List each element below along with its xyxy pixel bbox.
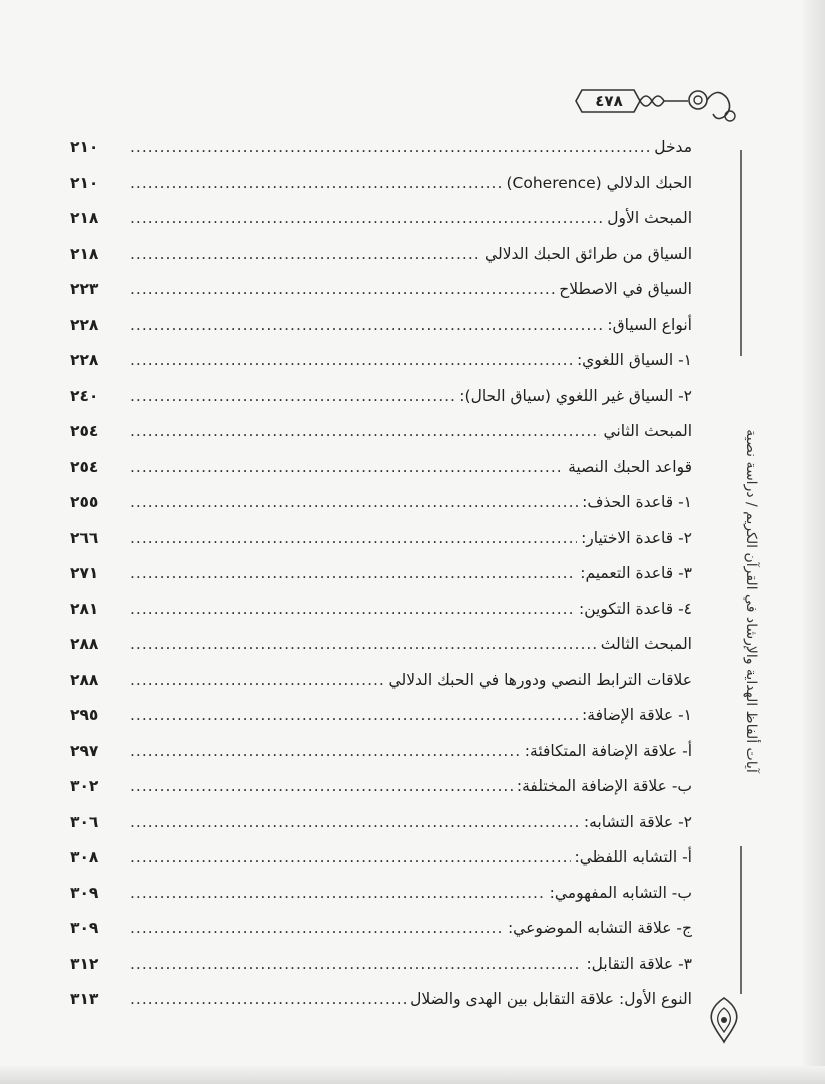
dot-leader: [130, 884, 546, 902]
toc-entry[interactable]: [70, 955, 692, 991]
toc-entry[interactable]: [70, 990, 692, 1026]
toc-entry-page: ٢٢٨: [70, 351, 99, 369]
toc-entry[interactable]: [70, 245, 692, 281]
dot-leader: [130, 209, 603, 227]
toc-entry-page: ٣٠٩: [70, 883, 99, 902]
toc-entry[interactable]: [70, 635, 692, 671]
toc-entry-title: ٣- قاعدة التعميم:: [580, 564, 692, 582]
toc-entry-title: قواعد الحبك النصية: [568, 457, 692, 476]
dot-leader: [130, 848, 571, 866]
toc-entry[interactable]: [70, 351, 692, 387]
dot-leader: [130, 493, 578, 511]
toc-entry-page: ٢٢٨: [70, 315, 99, 334]
toc-entry-page: ٢٨١: [70, 599, 99, 618]
toc-entry-page: ٣١٣: [70, 990, 99, 1008]
toc-entry-title: المبحث الأول: [607, 209, 692, 227]
toc-entry-title: أنواع السياق:: [607, 315, 692, 334]
toc-entry-title: المبحث الثاني: [603, 422, 692, 440]
toc-entry-title: السياق في الاصطلاح: [559, 280, 692, 298]
toc-entry-title: النوع الأول: علاقة التقابل بين الهدى والضلال: [410, 990, 692, 1008]
dot-leader: [130, 564, 576, 582]
dot-leader: [130, 635, 597, 653]
toc-entry-title: ٢- السياق غير اللغوي (سياق الحال):: [459, 386, 692, 405]
toc-entry-page: ٣٠٢: [70, 777, 99, 795]
toc-entry-page: ٢٢٣: [70, 280, 99, 298]
toc-entry-title: مدخل: [654, 138, 692, 156]
toc-entry-page: ٣١٢: [70, 954, 99, 973]
toc-entry[interactable]: [70, 493, 692, 529]
toc-entry-title: ٢- قاعدة الاختيار:: [581, 528, 692, 547]
dot-leader: [130, 422, 600, 440]
toc-entry[interactable]: [70, 600, 692, 636]
toc-entry[interactable]: [70, 529, 692, 565]
toc-entry-title: الحبك الدلالي (Coherence): [506, 173, 692, 192]
dot-leader: [130, 742, 521, 760]
toc-entry-title: ب- علاقة الإضافة المختلفة:: [516, 777, 692, 795]
toc-entry-page: ٢٥٤: [70, 422, 99, 440]
toc-entry-title: ٣- علاقة التقابل:: [586, 954, 692, 973]
side-rule-bottom: [740, 846, 742, 994]
bottom-ornament: [704, 996, 744, 1044]
toc-entry[interactable]: [70, 742, 692, 778]
toc-entry-title: ١- قاعدة الحذف:: [582, 493, 692, 511]
toc-entry[interactable]: [70, 706, 692, 742]
dot-leader: [130, 671, 385, 689]
page-number: ٤٧٨: [595, 92, 623, 110]
toc-entry-title: المبحث الثالث: [600, 635, 692, 653]
dot-leader: [130, 706, 578, 724]
dot-leader: [130, 174, 502, 192]
toc-entry-page: ٢٥٥: [70, 493, 99, 511]
page-bottom-shadow: [0, 1066, 825, 1084]
toc-entry-page: ٢٦٦: [70, 528, 99, 547]
toc-entry[interactable]: [70, 884, 692, 920]
dot-leader: [130, 529, 577, 547]
toc-entry-page: ٢١٠: [70, 173, 99, 192]
dot-leader: [130, 600, 575, 618]
toc-entry-page: ٣٠٨: [70, 848, 99, 866]
toc-entry-title: أ- التشابه اللفظي:: [574, 848, 692, 866]
toc-entry-page: ٢٩٥: [70, 706, 99, 724]
toc-entry-page: ٢١٨: [70, 209, 99, 227]
dot-leader: [130, 955, 582, 973]
toc-entry-page: ٣٠٩: [70, 919, 99, 937]
toc-entry[interactable]: [70, 564, 692, 600]
toc-entry-title: ٢- علاقة التشابه:: [583, 812, 692, 831]
toc-entry-title: ١- السياق اللغوي:: [576, 351, 692, 369]
toc-entry[interactable]: [70, 458, 692, 494]
toc-entry[interactable]: [70, 280, 692, 316]
toc-entry-title: السياق من طرائق الحبك الدلالي: [485, 244, 692, 263]
toc-entry[interactable]: [70, 316, 692, 352]
toc-entry[interactable]: [70, 777, 692, 813]
dot-leader: [130, 280, 555, 298]
toc-entry-title: ٤- قاعدة التكوين:: [578, 599, 692, 618]
toc-entry[interactable]: [70, 138, 692, 174]
toc-entry-page: ٢٨٨: [70, 635, 99, 653]
toc-entry[interactable]: [70, 422, 692, 458]
side-rule-top: [740, 150, 742, 356]
table-of-contents: [70, 138, 692, 1026]
toc-entry[interactable]: [70, 919, 692, 955]
toc-entry[interactable]: [70, 387, 692, 423]
toc-entry-title: علاقات الترابط النصي ودورها في الحبك الدلالي: [388, 670, 692, 689]
dot-leader: [130, 990, 406, 1008]
toc-entry[interactable]: [70, 671, 692, 707]
dot-leader: [130, 919, 504, 937]
dot-leader: [130, 316, 603, 334]
page-edge-shadow: [803, 0, 825, 1084]
running-title: آيات ألفاظ الهداية والإرشاد في القرآن الكريم / دراسة نصية: [743, 429, 759, 773]
toc-entry[interactable]: [70, 209, 692, 245]
toc-entry-page: ٢٩٧: [70, 741, 99, 760]
toc-entry-page: ٢٨٨: [70, 670, 99, 689]
dot-leader: [130, 351, 573, 369]
toc-entry-title: أ- علاقة الإضافة المتكافئة:: [524, 741, 692, 760]
toc-entry-page: ٣٠٦: [70, 812, 99, 831]
toc-entry-title: ج- علاقة التشابه الموضوعي:: [507, 919, 692, 937]
toc-entry[interactable]: [70, 848, 692, 884]
toc-entry[interactable]: [70, 813, 692, 849]
toc-entry[interactable]: [70, 174, 692, 210]
toc-entry-page: ٢٧١: [70, 564, 99, 582]
toc-entry-title: ١- علاقة الإضافة:: [582, 706, 692, 724]
dot-leader: [130, 777, 513, 795]
toc-entry-page: ٢٤٠: [70, 386, 99, 405]
dot-leader: [130, 813, 580, 831]
toc-entry-page: ٢١٨: [70, 244, 99, 263]
toc-entry-page: ٢٥٤: [70, 457, 99, 476]
toc-entry-title: ب- التشابه المفهومي:: [549, 883, 692, 902]
dot-leader: [130, 138, 650, 156]
dot-leader: [130, 245, 481, 263]
dot-leader: [130, 387, 455, 405]
toc-entry-page: ٢١٠: [70, 138, 99, 156]
dot-leader: [130, 458, 564, 476]
